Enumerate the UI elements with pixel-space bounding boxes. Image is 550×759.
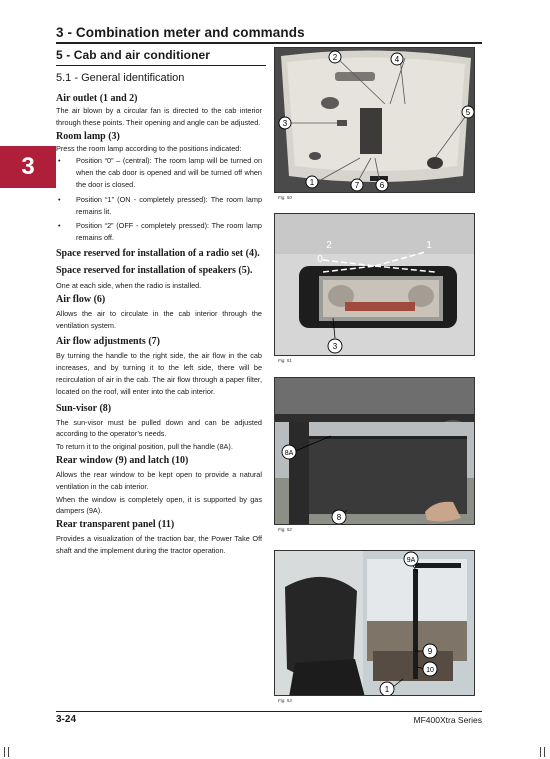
sun-visor-text-2: To return it to the original position, pull the handle (8A). (56, 442, 233, 452)
room-lamp-intro: Press the room lamp according to the positions indicated: (56, 143, 242, 153)
crop-mark-left (4, 747, 5, 757)
speakers-text: One at each side, when the radio is installed. (56, 280, 202, 290)
fig50-caption: Fig. 50 (278, 195, 292, 200)
room-lamp-title: Room lamp (3) (56, 130, 120, 142)
fig52-caption: Fig. 52 (278, 527, 292, 532)
figure-sun-visor (274, 377, 475, 525)
fig51-callout-3: 3 (332, 342, 338, 351)
figure-cab-ceiling (274, 47, 475, 193)
speakers-title: Space reserved for installation of speakers (5). (56, 264, 253, 276)
rear-window-photo (275, 551, 475, 696)
fig50-callout-3: 3 (282, 119, 288, 128)
fig51-position-0: 0 (317, 254, 323, 265)
subsection-title: 5.1 - General identification (56, 72, 185, 84)
fig52-callout-8a: 8A (284, 450, 294, 457)
fig53-callout-1: 1 (384, 685, 390, 694)
header-rule (56, 42, 482, 44)
air-flow-title: Air flow (6) (56, 293, 106, 305)
sun-visor-title: Sun-visor (8) (56, 402, 112, 414)
room-lamp-position-1: • Position “1” (ON - completely pressed): The room lamp remains lit. (56, 194, 262, 218)
cab-ceiling-photo (275, 48, 475, 193)
page-number: 3-24 (56, 714, 77, 725)
air-flow-text: Allows the air to circulate in the cab interior through the ventilation system. (56, 308, 262, 330)
fig50-callout-1: 1 (309, 178, 315, 187)
figure-rear-window (274, 550, 475, 696)
rear-window-title: Rear window (9) and latch (10) (56, 454, 189, 466)
rear-window-text-1: Allows the rear window to be kept open to provide a natural ventilation in the cab interior. (56, 469, 262, 491)
page-header: 3 - Combination meter and commands (56, 25, 305, 40)
fig50-callout-2: 2 (332, 53, 338, 62)
rear-panel-title: Rear transparent panel (11) (56, 519, 175, 531)
fig53-callout-9: 9 (427, 647, 433, 656)
room-lamp-positions (56, 155, 262, 244)
text-column (56, 92, 262, 561)
air-outlet-text: The air blown by a circular fan is directed to the cab interior through these points. Their opening and angle can be adjusted. (56, 106, 262, 127)
series-name: MF400Xtra Series (413, 715, 482, 725)
sun-visor-text-1: The sun-visor must be pulled down and can be adjusted according to the operator’s needs. (56, 417, 262, 439)
fig50-callout-6: 6 (379, 181, 385, 190)
crop-mark-right (540, 747, 541, 757)
crop-mark-right-2 (544, 747, 545, 757)
footer-rule (56, 711, 482, 712)
room-lamp-position-0: • Position “0” – (central): The room lamp will be turned on when the cab door is opened and will be turned off when the door is closed. (56, 155, 262, 190)
fig50-callout-7: 7 (354, 181, 360, 190)
fig53-callout-9a: 9A (406, 557, 416, 564)
rear-panel-text: Provides a visualization of the traction bar, the Power Take Off shaft and the implement during the tractor operation. (56, 534, 262, 555)
air-flow-adjustments-title: Air flow adjustments (7) (56, 336, 160, 348)
rear-window-text-2: When the window is completely open, it is supported by gas dampers (9A). (56, 494, 262, 516)
fig51-caption: Fig. 51 (278, 358, 292, 363)
fig51-position-2: 2 (326, 240, 332, 251)
room-lamp-position-2: • Position “2” (OFF - completely pressed): The room lamp remains off. (56, 220, 262, 244)
section-rule (56, 65, 266, 66)
section-title: 5 - Cab and air conditioner (56, 48, 211, 62)
fig52-callout-8: 8 (336, 513, 342, 522)
air-outlet-title: Air outlet (1 and 2) (56, 93, 138, 104)
fig51-position-1: 1 (426, 240, 432, 251)
crop-mark-left-2 (8, 747, 9, 757)
figure-room-lamp (274, 213, 475, 356)
fig53-callout-10: 10 (426, 667, 434, 674)
sun-visor-photo (275, 378, 475, 525)
chapter-tab: 3 (0, 146, 56, 188)
room-lamp-photo (275, 214, 475, 356)
air-flow-adjustments-text: By turning the handle to the right side, the air flow in the cab increases, and by turning it to the left side, there will be recirculation of air in the cab. The air flow through a paper filter, located on the roof, will enter into the cab interior. (56, 351, 262, 396)
radio-title: Space reserved for installation of a radio set (4). (56, 247, 260, 259)
fig50-callout-4: 4 (394, 55, 400, 64)
fig50-callout-5: 5 (465, 108, 471, 117)
fig53-caption: Fig. 53 (278, 698, 292, 703)
